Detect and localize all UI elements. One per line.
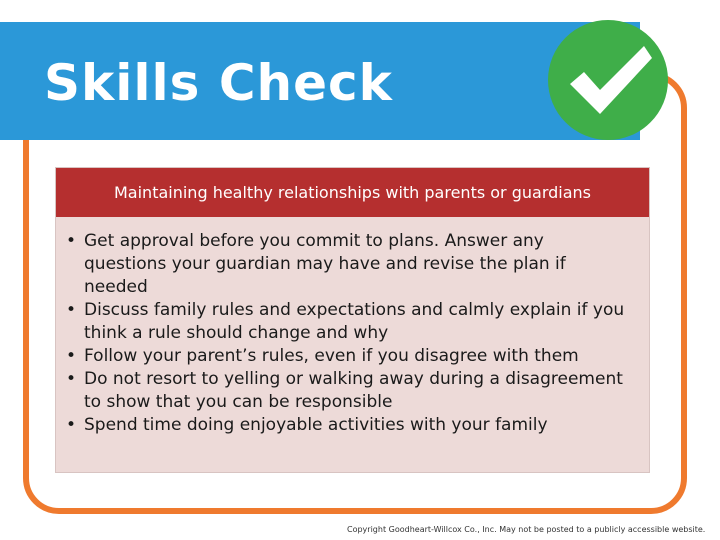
bullet-item: • Spend time doing enjoyable activities with your family xyxy=(84,414,625,437)
checkmark-icon xyxy=(548,20,668,140)
slide-title: Skills Check xyxy=(44,54,393,112)
bullet-item: • Follow your parent’s rules, even if you disagree with them xyxy=(84,345,625,368)
copyright-notice: Copyright Goodheart-Willcox Co., Inc. May not be posted to a publicly accessible website. xyxy=(347,525,706,534)
bullet-list xyxy=(56,217,649,437)
bullet-item: • Do not resort to yelling or walking away during a disagreement to show that you can be responsible xyxy=(84,368,625,414)
card-heading: Maintaining healthy relationships with parents or guardians xyxy=(56,168,649,217)
bullet-item: • Get approval before you commit to plans. Answer any questions your guardian may have and revise the plan if needed xyxy=(84,230,625,299)
bullet-item: • Discuss family rules and expectations and calmly explain if you think a rule should change and why xyxy=(84,299,625,345)
check-badge xyxy=(548,20,668,140)
content-card xyxy=(55,167,650,473)
